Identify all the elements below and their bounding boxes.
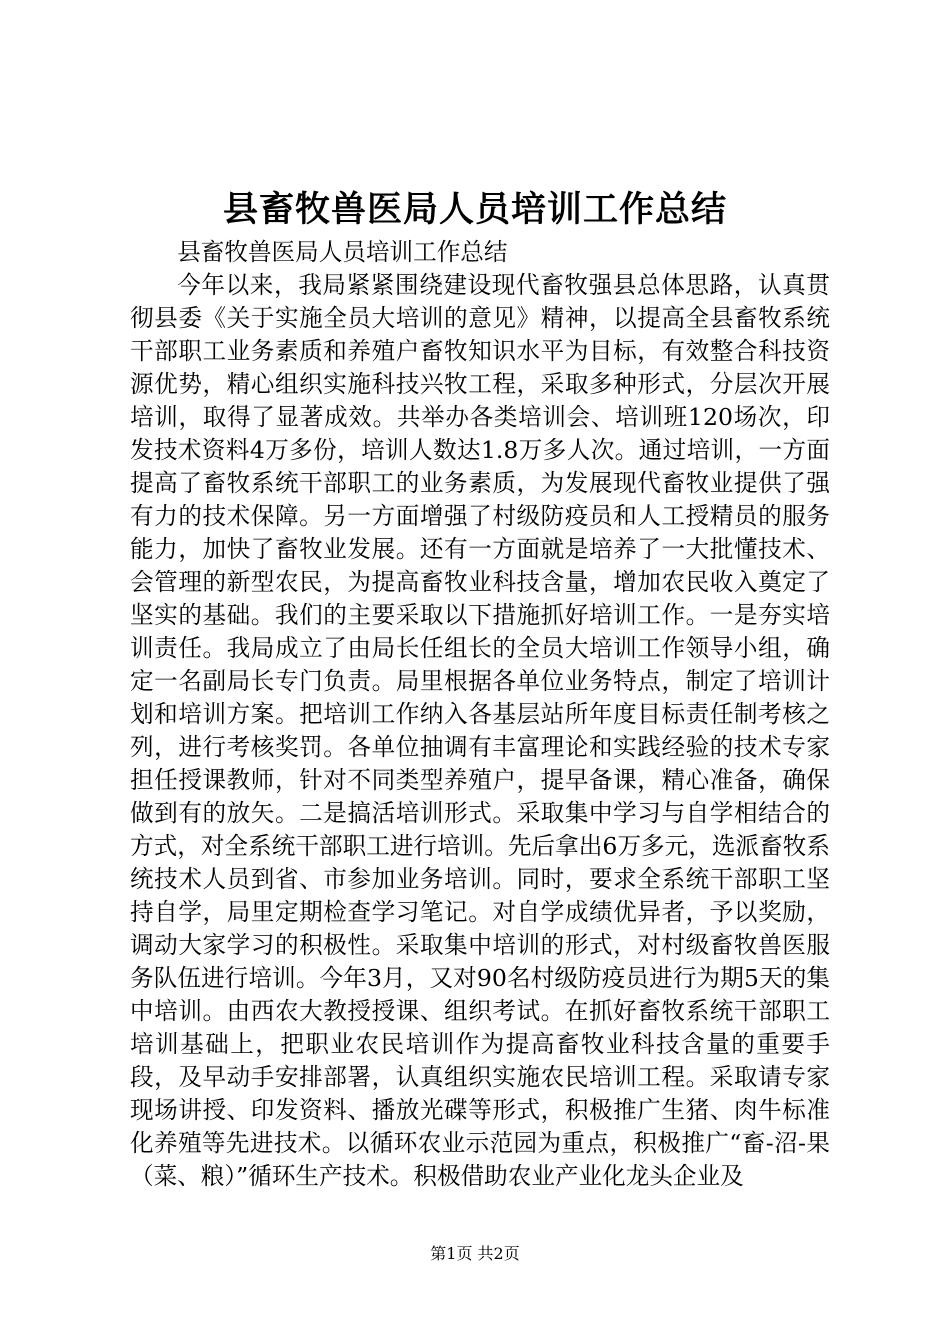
- document-subtitle: 县畜牧兽医局人员培训工作总结: [177, 238, 508, 266]
- page-number: 第1页 共2页: [430, 1244, 520, 1263]
- document-title: 县畜牧兽医局人员培训工作总结: [222, 189, 727, 230]
- document-paragraph: 今年以来，我局紧紧围绕建设现代畜牧强县总体思路，认真贯彻县委《关于实施全员大培训的意见》精神，以提高全县畜牧系统干部职工业务素质和养殖户畜牧知识水平为目标，有效整合科技资源优势，精心组织实施科技兴牧工程，采取多种形式，分层次开展培训，取得了显著成效。共举办各类培训会、培训班120场次，印发技术资料4万多份，培训人数达1.8万多人次。通过培训，一方面提高了畜牧系统干部职工的业务素质，为发展现代畜牧业提供了强有力的技术保障。另一方面增强了村级防疫员和人工授精员的服务能力，加快了畜牧业发展。还有一方面就是培养了一大批懂技术、会管理的新型农民，为提高畜牧业科技含量，增加农民收入奠定了坚实的基础。我们的主要采取以下措施抓好培训工作。一是夯实培训责任。我局成立了由局长任组长的全员大培训工作领导小组，确定一名副局长专门负责。局里根据各单位业务特点，制定了培训计划和培训方案。把培训工作纳入各基层站所年度目标责任制考核之列，进行考核奖罚。各单位抽调有丰富理论和实践经验的技术专家担任授课教师，针对不同类型养殖户，提早备课，精心准备，确保做到有的放矢。二是搞活培训形式。采取集中学习与自学相结合的方式，对全系统干部职工进行培训。先后拿出6万多元，选派畜牧系统技术人员到省、市参加业务培训。同时，要求全系统干部职工坚持自学，局里定期检查学习笔记。对自学成绩优异者，予以奖励，调动大家学习的积极性。采取集中培训的形式，对村级畜牧兽医服务队伍进行培训。今年3月，又对90名村级防疫员进行为期5天的集中培训。由西农大教授授课、组织考试。在抓好畜牧系统干部职工培训基础上，把职业农民培训作为提高畜牧业科技含量的重要手段，及早动手安排部署，认真组织实施农民培训工程。采取请专家现场讲授、印发资料、播放光碟等形式，积极推广生猪、肉牛标准化养殖等先进技术。以循环农业示范园为重点，积极推广“畜-沼-果（菜、粮）”循环生产技术。积极借助农业产业化龙头企业及: [130, 271, 830, 1190]
- document-body: [130, 236, 830, 1193]
- page-footer: [0, 1243, 950, 1265]
